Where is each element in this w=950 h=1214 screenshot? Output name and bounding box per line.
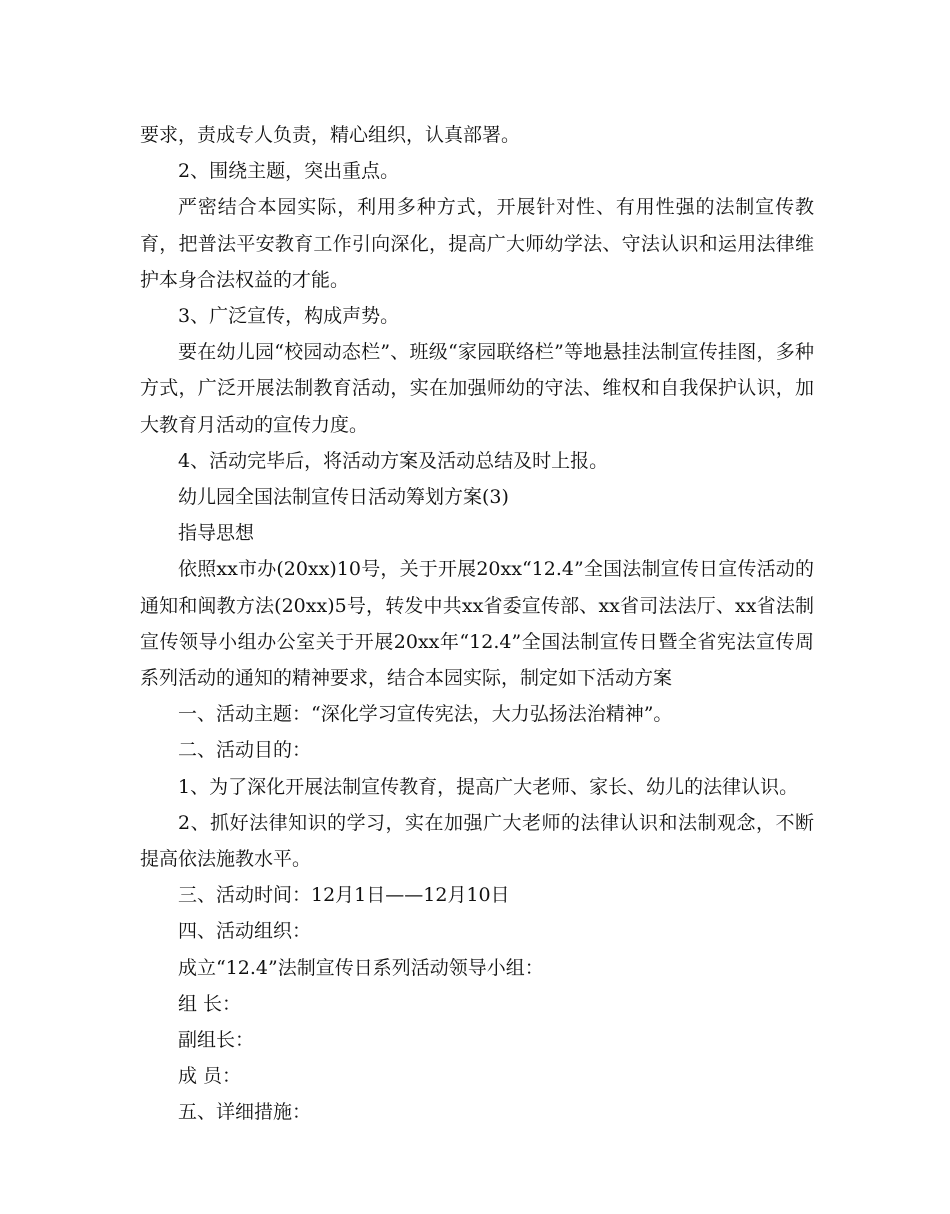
paragraph-purpose-2: 2、抓好法律知识的学习，实在加强广大老师的法律认识和法制观念，不断提高依法施教水平。 (140, 811, 814, 871)
paragraph-point-3-body: 要在幼儿园“校园动态栏”、班级“家园联络栏”等地悬挂法制宣传挂图，多种方式，广泛开展法制教育活动，实在加强师幼的守法、维权和自我保护认识，加大教育月活动的宣传力度。 (140, 341, 814, 436)
paragraph-requirements: 要求，责成专人负责，精心组织，认真部署。 (140, 124, 521, 146)
paragraph-point-2-heading: 2、围绕主题，突出重点。 (178, 160, 400, 183)
section-title: 幼儿园全国法制宣传日活动筹划方案(3) (178, 486, 509, 509)
document-body (140, 117, 814, 1131)
paragraph-members: 成 员： (178, 1065, 242, 1088)
paragraph-leading-group: 成立“12.4”法制宣传日系列活动领导小组： (178, 956, 544, 979)
paragraph-organization-heading: 四、活动组织： (178, 920, 312, 943)
paragraph-deputy-leader: 副组长： (178, 1029, 255, 1052)
paragraph-point-2-body: 严密结合本园实际，利用多种方式，开展针对性、有用性强的法制宣传教育，把普法平安教育工作引向深化，提高广大师幼学法、守法认识和运用法律维护本身合法权益的才能。 (140, 196, 814, 291)
paragraph-theme: 一、活动主题：“深化学习宣传宪法，大力弘扬法治精神”。 (178, 703, 673, 726)
paragraph-purpose-heading: 二、活动目的： (178, 739, 312, 762)
paragraph-purpose-1: 1、为了深化开展法制宣传教育，提高广大老师、家长、幼儿的法律认识。 (178, 775, 799, 798)
paragraph-point-4: 4、活动完毕后，将活动方案及活动总结及时上报。 (178, 449, 609, 472)
paragraph-basis: 依照xx市办(20xx)10号，关于开展20xx“12.4”全国法制宣传日宣传活动的通知和闽教方法(20xx)5号，转发中共xx省委宣传部、xx省司法法厅、xx省法制宣传领导小组办公室关于开展20xx年“12.4”全国法制宣传日暨全省宪法宣传周系列活动的通知的精神要求，结合本园实际，制定如下活动方案 (140, 558, 814, 690)
paragraph-point-3-heading: 3、广泛宣传，构成声势。 (178, 305, 400, 328)
paragraph-group-leader: 组 长： (178, 992, 242, 1015)
paragraph-measures-heading: 五、详细措施： (178, 1101, 312, 1124)
paragraph-time: 三、活动时间：12月1日——12月10日 (178, 884, 510, 907)
subheading-guiding-thought: 指导思想 (178, 522, 255, 545)
